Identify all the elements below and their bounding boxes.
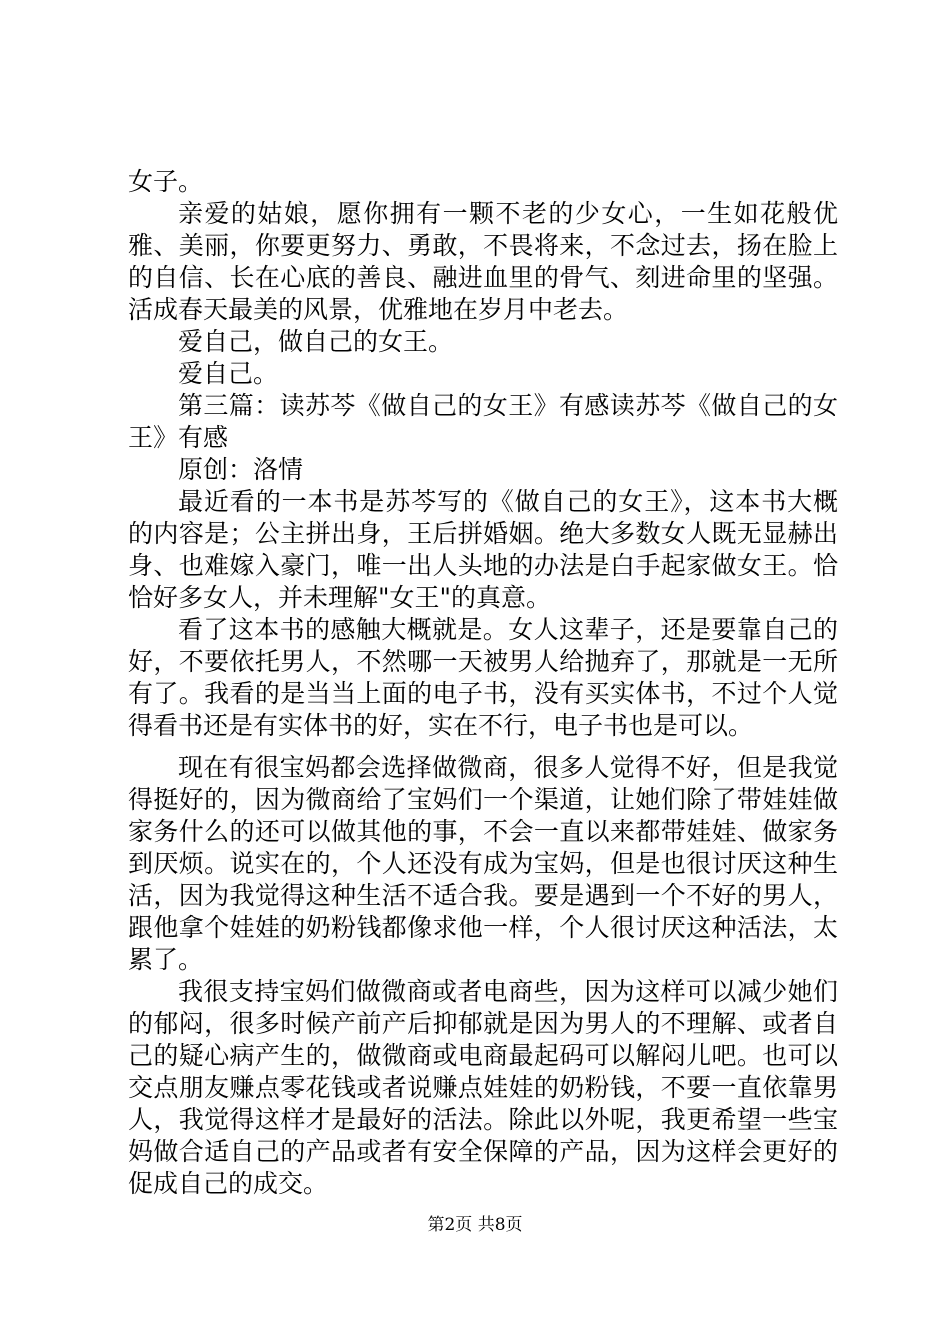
paragraph: 亲爱的姑娘，愿你拥有一颗不老的少女心，一生如花般优雅、美丽，你要更努力、勇敢，不畏将来，不念过去，扬在脸上的自信、长在心底的善良、融进血里的骨气、刻进命里的坚强。活成春天最美的风景，优雅地在岁月中老去。 [128, 199, 838, 324]
text-section-1 [128, 166, 838, 742]
paragraph: 爱自己，做自己的女王。 [178, 327, 454, 356]
text-section-2 [128, 752, 838, 1200]
paragraph: 现在有很宝妈都会选择做微商，很多人觉得不好，但是我觉得挺好的，因为微商给了宝妈们一个渠道，让她们除了带娃娃做家务什么的还可以做其他的事，不会一直以来都带娃娃、做家务到厌烦。说实在的，个人还没有成为宝妈，但是也很讨厌这种生活，因为我觉得这种生活不适合我。要是遇到一个不好的男人，跟他拿个娃娃的奶粉钱都像求他一样，个人很讨厌这种活法，太累了。 [128, 753, 838, 974]
paragraph: 我很支持宝妈们做微商或者电商些，因为这样可以减少她们的郁闷，很多时候产前产后抑郁就是因为男人的不理解、或者自己的疑心病产生的，做微商或电商最起码可以解闷儿吧。也可以交点朋友赚点零花钱或者说赚点娃娃的奶粉钱，不要一直依靠男人，我觉得这样才是最好的活法。除此以外呢，我更希望一些宝妈做合适自己的产品或者有安全保障的产品，因为这样会更好的促成自己的成交。 [128, 977, 838, 1198]
author-line: 原创：洛情 [178, 455, 304, 484]
paragraph: 爱自己。 [178, 359, 279, 388]
chapter-heading: 第三篇：读苏芩《做自己的女王》有感读苏芩《做自己的女王》有感 [128, 391, 838, 452]
paragraph: 看了这本书的感触大概就是。女人这辈子，还是要靠自己的好，不要依托男人，不然哪一天被男人给抛弃了，那就是一无所有了。我看的是当当上面的电子书，没有买实体书，不过个人觉得看书还是有实体书的好，实在不行，电子书也是可以。 [128, 615, 838, 740]
page-number-footer: 第2页 共8页 [427, 1215, 523, 1235]
paragraph: 女子。 [128, 167, 204, 196]
paragraph: 最近看的一本书是苏芩写的《做自己的女王》，这本书大概的内容是；公主拼出身，王后拼婚姻。绝大多数女人既无显赫出身、也难嫁入豪门，唯一出人头地的办法是白手起家做女王。恰恰好多女人，并未理解"女王"的真意。 [128, 487, 838, 612]
